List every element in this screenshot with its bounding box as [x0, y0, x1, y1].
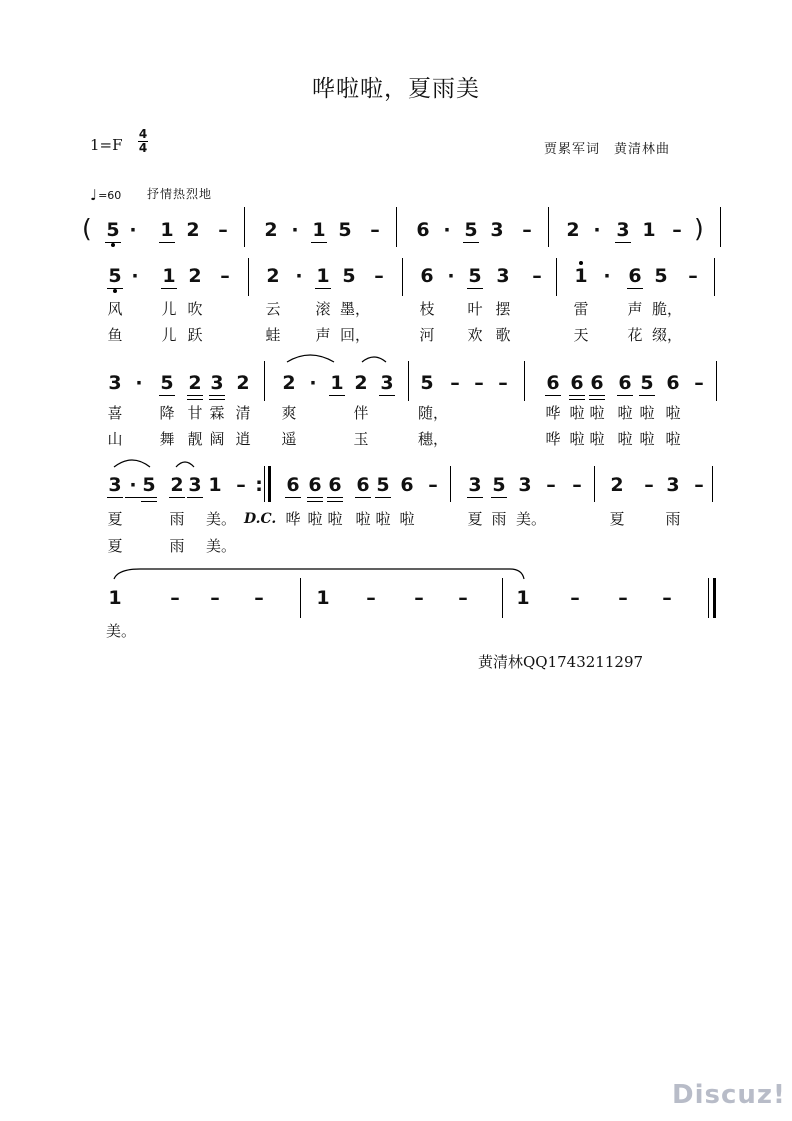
quarter-note-icon: ♩ [90, 186, 98, 204]
lyric: 穗， [418, 430, 449, 448]
notation-symbol: · [129, 219, 137, 241]
lyric: 啦 [617, 404, 633, 422]
note: 1 [516, 587, 530, 609]
notation-symbol: – [532, 265, 542, 287]
notation-symbol: – [618, 587, 628, 609]
notation-symbol: : [255, 474, 263, 496]
lyric: 啦 [665, 404, 681, 422]
lyric: 美。 [516, 510, 547, 528]
lyric: 声 [315, 326, 331, 344]
lyric: 啦 [399, 510, 415, 528]
note: 6 [286, 474, 300, 496]
notation-symbol: – [546, 474, 556, 496]
lyric: 墨， [340, 300, 371, 318]
lyric: 啦 [665, 430, 681, 448]
note: 1 [316, 265, 330, 287]
watermark-logo: Discuz! [672, 1080, 786, 1110]
song-title: 哗啦啦，夏雨美 [312, 76, 480, 102]
notation-symbol: · [135, 372, 143, 394]
slur [362, 357, 386, 362]
lyric: 夏 [609, 510, 625, 528]
note: 2 [610, 474, 624, 496]
note: 5 [160, 372, 174, 394]
notation-symbol: – [210, 587, 220, 609]
notation-symbol: – [662, 587, 672, 609]
note: 3 [108, 474, 122, 496]
slur-tie [114, 569, 524, 579]
note: 5 [492, 474, 506, 496]
note: 5 [106, 219, 120, 241]
lyric: 雷 [573, 300, 589, 318]
credits: 贾累军词 黄清林曲 [544, 142, 671, 157]
lyric: 伴 [353, 404, 369, 422]
notation-symbol: · [309, 372, 317, 394]
lyric: 啦 [589, 430, 605, 448]
lyric: 吹 [187, 300, 203, 318]
lyric: 哗 [545, 430, 561, 448]
lyric: 啦 [355, 510, 371, 528]
lyric: 河 [419, 326, 435, 344]
note: 1 [162, 265, 176, 287]
note: 6 [356, 474, 370, 496]
lyric: 云 [265, 300, 281, 318]
notation-symbol: – [254, 587, 264, 609]
note: 5 [376, 474, 390, 496]
lyric: 缀， [652, 326, 683, 344]
note: 2 [266, 265, 280, 287]
note: 6 [618, 372, 632, 394]
note: 3 [518, 474, 532, 496]
da-capo-marking: D.C. [244, 511, 277, 527]
note: 1 [208, 474, 222, 496]
lyric: 舞 [159, 430, 175, 448]
notation-symbol: – [570, 587, 580, 609]
lyric: 风 [107, 300, 123, 318]
lyric: 声 [627, 300, 643, 318]
notation-symbol: – [474, 372, 484, 394]
time-signature-top: 4 [138, 127, 148, 141]
notation-symbol: – [428, 474, 438, 496]
lyric: 啦 [569, 404, 585, 422]
note: 2 [170, 474, 184, 496]
note: 5 [468, 265, 482, 287]
note: 3 [468, 474, 482, 496]
notation-symbol: – [694, 372, 704, 394]
note: 2 [282, 372, 296, 394]
note: 6 [416, 219, 430, 241]
note: 6 [666, 372, 680, 394]
note: 5 [464, 219, 478, 241]
notation-symbol: – [498, 372, 508, 394]
note: 6 [570, 372, 584, 394]
note: 3 [188, 474, 202, 496]
close-parenthesis: ) [694, 214, 704, 243]
note: 1 [160, 219, 174, 241]
note: 3 [666, 474, 680, 496]
lyric: 回， [340, 326, 371, 344]
lyric: 啦 [589, 404, 605, 422]
lyric: 天 [573, 326, 589, 344]
note: 6 [420, 265, 434, 287]
lyric: 美。 [106, 622, 137, 640]
note: 6 [546, 372, 560, 394]
lyric: 花 [627, 326, 643, 344]
lyric: 啦 [375, 510, 391, 528]
notation-symbol: – [644, 474, 654, 496]
note: 1 [312, 219, 326, 241]
lyric: 玉 [353, 430, 369, 448]
notation-symbol: – [572, 474, 582, 496]
lyric: 雨 [491, 510, 507, 528]
lyric: 啦 [639, 430, 655, 448]
lyric: 啦 [307, 510, 323, 528]
lyric: 儿 [161, 326, 177, 344]
notation-symbol: · [447, 265, 455, 287]
notation-symbol: – [218, 219, 228, 241]
lyric: 美。 [206, 537, 237, 555]
lyric: 啦 [327, 510, 343, 528]
note: 5 [342, 265, 356, 287]
lyric: 阔 [209, 430, 225, 448]
note: 2 [566, 219, 580, 241]
expression-marking: 抒情热烈地 [147, 187, 213, 201]
note: 1 [108, 587, 122, 609]
lyric: 雨 [169, 510, 185, 528]
note: 1 [642, 219, 656, 241]
note: 2 [354, 372, 368, 394]
note: 2 [188, 265, 202, 287]
note: 6 [328, 474, 342, 496]
notation-symbol: – [522, 219, 532, 241]
note: 3 [210, 372, 224, 394]
notation-symbol: · [593, 219, 601, 241]
notation-symbol: – [374, 265, 384, 287]
slur [287, 355, 334, 362]
note: 6 [308, 474, 322, 496]
note: 2 [236, 372, 250, 394]
lyric: 啦 [569, 430, 585, 448]
note: 6 [400, 474, 414, 496]
notation-symbol: – [414, 587, 424, 609]
note: 3 [490, 219, 504, 241]
lyric: 随， [418, 404, 449, 422]
lyric: 逍 [235, 430, 251, 448]
lyric: 夏 [107, 537, 123, 555]
time-signature-bottom: 4 [138, 141, 148, 155]
lyric: 雨 [665, 510, 681, 528]
lyric: 爽 [281, 404, 297, 422]
lyric: 滚 [315, 300, 331, 318]
notation-symbol: · [131, 265, 139, 287]
notation-symbol: · [603, 265, 611, 287]
lyric: 鱼 [107, 326, 123, 344]
note: 3 [616, 219, 630, 241]
notation-symbol: – [450, 372, 460, 394]
lyric: 霖 [209, 404, 225, 422]
note: 6 [590, 372, 604, 394]
note: 5 [108, 265, 122, 287]
signature: 黄清林QQ1743211297 [478, 653, 644, 671]
lyric: 叶 [467, 300, 483, 318]
notation-symbol: – [236, 474, 246, 496]
lyric: 山 [107, 430, 123, 448]
notation-symbol: · [295, 265, 303, 287]
lyric: 夏 [107, 510, 123, 528]
lyric: 摆 [495, 300, 511, 318]
lyric: 夏 [467, 510, 483, 528]
lyric: 降 [159, 404, 175, 422]
key-signature: 1=F [90, 136, 123, 154]
lyric: 欢 [467, 326, 483, 344]
notation-symbol: – [366, 587, 376, 609]
notation-symbol: – [694, 474, 704, 496]
note: 2 [264, 219, 278, 241]
lyric: 枝 [419, 300, 435, 318]
note: 3 [380, 372, 394, 394]
lyric: 蛙 [265, 326, 281, 344]
note: 2 [188, 372, 202, 394]
notation-symbol: – [458, 587, 468, 609]
notation-symbol: – [220, 265, 230, 287]
notation-symbol: – [688, 265, 698, 287]
lyric: 脆， [652, 300, 683, 318]
notation-symbol: – [370, 219, 380, 241]
note: 1 [574, 265, 588, 287]
lyric: 啦 [617, 430, 633, 448]
notation-symbol: · [291, 219, 299, 241]
lyric: 美。 [206, 510, 237, 528]
note: 1 [330, 372, 344, 394]
note: 6 [628, 265, 642, 287]
notation-symbol: · [443, 219, 451, 241]
slur [176, 462, 194, 467]
note: 3 [108, 372, 122, 394]
notation-symbol: – [672, 219, 682, 241]
note: 5 [640, 372, 654, 394]
lyric: 啦 [639, 404, 655, 422]
lyric: 遥 [281, 430, 297, 448]
lyric: 喜 [107, 404, 123, 422]
note: 3 [496, 265, 510, 287]
note: 5 [338, 219, 352, 241]
note: 5 [142, 474, 156, 496]
lyric: 歌 [495, 326, 511, 344]
lyric: 靓 [187, 430, 203, 448]
lyric: 雨 [169, 537, 185, 555]
lyric: 哗 [285, 510, 301, 528]
lyric: 哗 [545, 404, 561, 422]
notation-symbol: – [170, 587, 180, 609]
lyric: 儿 [161, 300, 177, 318]
lyric: 跃 [187, 326, 203, 344]
notation-symbol: · [129, 474, 137, 496]
tempo-value: =60 [98, 189, 122, 202]
lyric: 甘 [187, 404, 203, 422]
note: 5 [420, 372, 434, 394]
slur [114, 460, 150, 467]
note: 1 [316, 587, 330, 609]
note: 5 [654, 265, 668, 287]
note: 2 [186, 219, 200, 241]
lyric: 清 [235, 404, 251, 422]
open-parenthesis: ( [82, 214, 92, 243]
